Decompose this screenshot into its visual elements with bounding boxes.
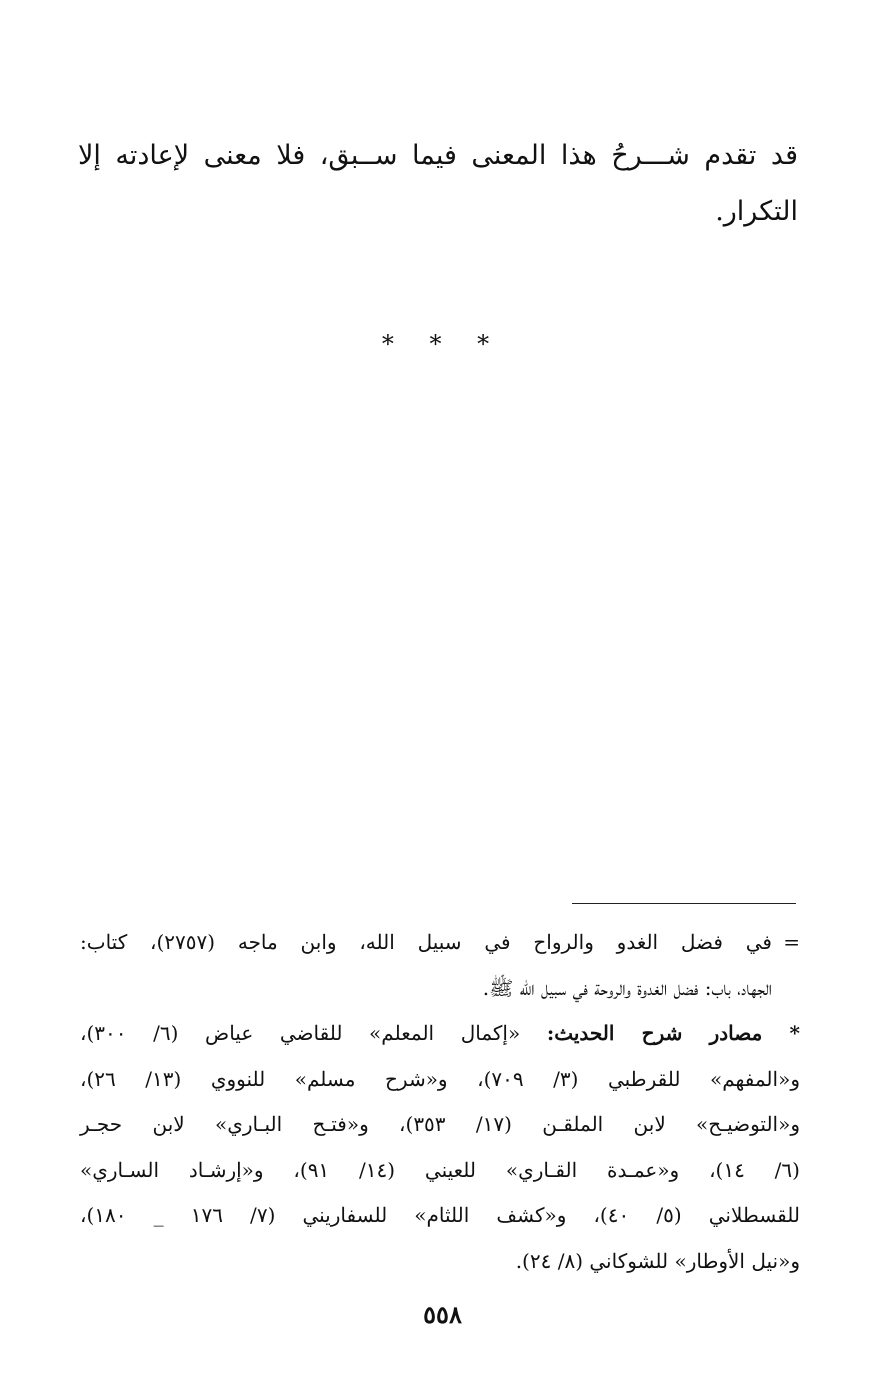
footnote-line: و«المفهم» للقرطبي (٣/ ٧٠٩)، و«شرح مسلم» للنووي (١٣/ ٢٦)،: [80, 1066, 800, 1091]
footnote-text: «إكمال المعلم» للقاضي عياض (٦/ ٣٠٠)،: [80, 1021, 521, 1045]
footnote-line: و«التوضيـح» لابن الملقـن (١٧/ ٣٥٣)، و«فتـح البـاري» لابن حجـر: [80, 1112, 800, 1136]
continuation-mark: =: [783, 930, 800, 954]
sources-label: * مصادر شرح الحديث:: [546, 1021, 800, 1045]
footnotes-block: [80, 920, 800, 1284]
page-number: ٥٥٨: [423, 1300, 462, 1329]
footnote-line: [80, 920, 800, 966]
footnote-text: في فضل الغدو والرواح في سبيل الله، وابن ماجه (٢٧٥٧)، كتاب:: [80, 930, 772, 954]
footnote-line: الجهاد، باب: فضل الغدوة والروحة في سبيل الله ﷺ.: [482, 975, 772, 1000]
main-paragraph-block: [78, 128, 798, 240]
footnote-line: [80, 1011, 800, 1057]
footnote-line: و«نيل الأوطار» للشوكاني (٨/ ٢٤).: [515, 1248, 800, 1273]
footnote-line: للقسطلاني (٥/ ٤٠)، و«كشف اللثام» للسفاريني (٧/ ١٧٦ _ ١٨٠)،: [80, 1203, 800, 1227]
footnote-divider: [572, 903, 796, 904]
main-paragraph: قد تقدم شـــرحُ هذا المعنى فيما ســبق، فلا معنى لإعادته إلا التكرار.: [78, 140, 798, 227]
footnote-line: (٦/ ١٤)، و«عمـدة القـاري» للعيني (١٤/ ٩١)، و«إرشـاد السـاري»: [80, 1157, 800, 1182]
section-separator: * * *: [381, 330, 504, 358]
